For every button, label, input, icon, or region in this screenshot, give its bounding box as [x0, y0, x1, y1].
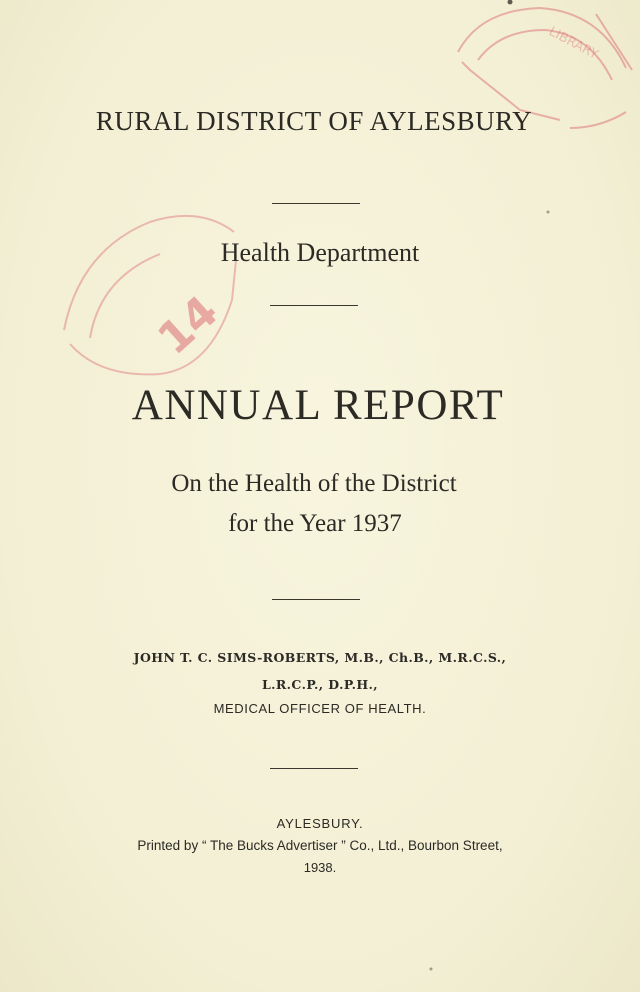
- paper-speck: [547, 211, 550, 214]
- report-subtitle-line-2: for the Year 1937: [228, 510, 402, 537]
- divider-rule: [272, 203, 360, 204]
- imprint-place: AYLESBURY.: [276, 816, 364, 831]
- department-heading: Health Department: [220, 238, 420, 267]
- author-credentials-continued: L.R.C.P., D.P.H.,: [261, 677, 379, 692]
- district-title: RURAL DISTRICT OF AYLESBURY: [95, 106, 533, 136]
- stamp-text-library: LIBRARY: [546, 24, 601, 63]
- imprint-printer: Printed by “ The Bucks Advertiser ” Co., Ltd., Bourbon Street,: [137, 838, 503, 853]
- author-name-credentials: JOHN T. C. SIMS-ROBERTS, M.B., Ch.B., M.R.C.S.,: [133, 650, 507, 665]
- report-title: ANNUAL REPORT: [131, 382, 505, 429]
- paper-speck: [508, 0, 513, 5]
- stamp-date-number: 14: [148, 286, 229, 365]
- author-position: MEDICAL OFFICER OF HEALTH.: [213, 701, 427, 716]
- divider-rule: [270, 305, 358, 306]
- paper-speck: [430, 968, 433, 971]
- divider-rule: [270, 768, 358, 769]
- divider-rule: [272, 599, 360, 600]
- imprint-year: 1938.: [303, 860, 337, 875]
- report-subtitle-line-1: On the Health of the District: [171, 470, 457, 497]
